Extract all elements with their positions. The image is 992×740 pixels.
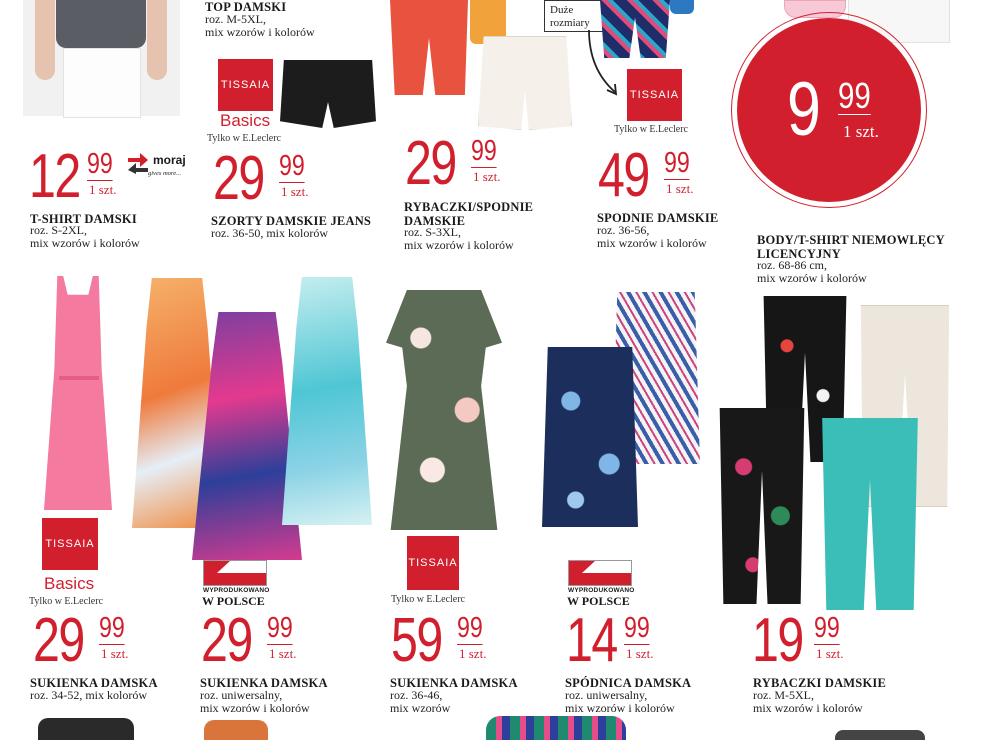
made-in-label: WYPRODUKOWANO: [568, 587, 635, 594]
basics-logo: Basics: [44, 574, 95, 593]
dress1-price: [33, 606, 133, 680]
poland-flag-icon: [203, 560, 267, 586]
tissaia-logo: TISSAIA: [218, 59, 273, 111]
bottom-item-photo: [835, 730, 925, 740]
turquoise-capris-photo: [818, 418, 922, 610]
leclerc-note: Tylko w E.Leclerc: [614, 124, 688, 135]
dress1-desc: roz. 34-52, mix kolorów: [30, 688, 147, 702]
skirt-title: SPÓDNICA DAMSKA: [565, 676, 692, 690]
price-int: 29: [405, 129, 456, 198]
price-int: 29: [33, 606, 84, 675]
basics-logo: Basics: [220, 111, 271, 130]
price-int: 14: [566, 606, 617, 675]
skirt-desc: roz. uniwersalny, mix wzorów i kolorów: [565, 688, 675, 715]
capris-desc: roz. S-3XL, mix wzorów i kolorów: [404, 225, 514, 252]
dress1-title: SUKIENKA DAMSKA: [30, 676, 158, 690]
price-unit: 1 szt.: [473, 169, 501, 184]
capris-photo: [390, 0, 468, 95]
dress3-title: SUKIENKA DAMSKA: [390, 676, 518, 690]
leclerc-note: Tylko w E.Leclerc: [207, 133, 281, 144]
capris-title: RYBACZKI/SPODNIE DAMSKIE: [404, 200, 534, 228]
price-unit: 1 szt.: [269, 646, 297, 661]
flipflop-photo: [486, 716, 626, 740]
tshirt-title: T-SHIRT DAMSKI: [30, 212, 137, 226]
price-int: 59: [391, 606, 442, 675]
price-dec: 99: [624, 612, 650, 644]
price-int: 49: [598, 141, 649, 210]
blue-garment: [670, 0, 694, 14]
tissaia-logo: TISSAIA: [42, 518, 98, 570]
blue-skirt-photo: [542, 347, 638, 527]
dress3-price: [391, 606, 491, 680]
tshirt-price: [29, 142, 129, 216]
tissaia-logo: TISSAIA: [627, 69, 682, 121]
leclerc-note: Tylko w E.Leclerc: [29, 596, 103, 607]
shorts-title: SZORTY DAMSKIE JEANS: [211, 214, 372, 228]
pants-desc: roz. 36-56, mix wzorów i kolorów: [597, 223, 707, 250]
capris-price: [405, 129, 505, 203]
price-dec: 99: [471, 135, 497, 167]
tshirt-photo: [23, 0, 180, 116]
price-unit: 1 szt.: [281, 184, 309, 199]
pink-dress-photo: [33, 276, 123, 510]
price-dec: 99: [279, 150, 305, 182]
shorts-photo: [280, 60, 376, 128]
capris2-title: RYBACZKI DAMSKIE: [753, 676, 886, 690]
price-dec: 99: [457, 612, 483, 644]
price-unit: 1 szt.: [666, 181, 694, 196]
body-title: BODY/T-SHIRT NIEMOWLĘCY LICENCYJNY: [757, 233, 945, 261]
price-dec: 99: [267, 612, 293, 644]
moraj-tagline: gives more...: [148, 170, 181, 177]
moraj-logo: [126, 150, 190, 182]
price-circle-ring: [731, 12, 927, 208]
pants-price: [598, 141, 698, 215]
tissaia-logo: TISSAIA: [407, 536, 459, 590]
floral-pants-photo: [600, 0, 670, 58]
dress2-desc: roz. uniwersalny, mix wzorów i kolorów: [200, 688, 310, 715]
top-desc: roz. M-5XL, mix wzorów i kolorów: [205, 12, 315, 39]
made-in-poland: W POLSCE: [202, 594, 265, 608]
tshirt-desc: roz. S-2XL, mix wzorów i kolorów: [30, 223, 140, 250]
circle-dec: 99: [838, 75, 871, 116]
circle-unit: 1 szt.: [843, 122, 879, 141]
floral-dress-photo: [386, 290, 502, 530]
body-desc: roz. 68-86 cm, mix wzorów i kolorów: [757, 258, 867, 285]
top-title: TOP DAMSKI: [205, 0, 287, 14]
price-unit: 1 szt.: [89, 182, 117, 197]
tiedye-dress-turquoise-photo: [282, 277, 372, 525]
moraj-name: moraj: [153, 153, 186, 167]
price-int: 19: [752, 606, 803, 675]
linen-shorts-photo: [478, 36, 570, 128]
shorts-desc: roz. 36-50, mix kolorów: [211, 226, 328, 240]
made-in-label: WYPRODUKOWANO: [203, 587, 270, 594]
dress3-desc: roz. 36-46, mix wzorów: [390, 688, 451, 715]
price-int: 29: [201, 606, 252, 675]
price-int: 29: [213, 144, 264, 213]
price-unit: 1 szt.: [816, 646, 844, 661]
moraj-arrows-icon: [126, 152, 150, 174]
dress2-price: [201, 606, 301, 680]
leclerc-note: Tylko w E.Leclerc: [391, 594, 465, 605]
price-unit: 1 szt.: [101, 646, 129, 661]
price-dec: 99: [99, 612, 125, 644]
price-dec: 99: [87, 148, 113, 180]
price-int: 12: [29, 142, 80, 211]
price-unit: 1 szt.: [459, 646, 487, 661]
skirt-price: [566, 606, 666, 680]
poland-flag-icon: [568, 560, 632, 586]
price-unit: 1 szt.: [626, 646, 654, 661]
sandal-orange-photo: [204, 720, 268, 740]
pants-title: SPODNIE DAMSKIE: [597, 211, 719, 225]
sandal-black-photo: [38, 718, 134, 740]
price-dec: 99: [814, 612, 840, 644]
capris2-desc: roz. M-5XL, mix wzorów i kolorów: [753, 688, 863, 715]
capris2-price: [752, 606, 852, 680]
dress2-title: SUKIENKA DAMSKA: [200, 676, 328, 690]
tropical-capris-photo: [716, 408, 808, 604]
shorts-price: [213, 144, 313, 218]
price-dec: 99: [664, 147, 690, 179]
large-sizes-text: Duże rozmiary: [550, 4, 590, 29]
made-in-poland: W POLSCE: [567, 594, 630, 608]
circle-int: 9: [787, 67, 821, 152]
